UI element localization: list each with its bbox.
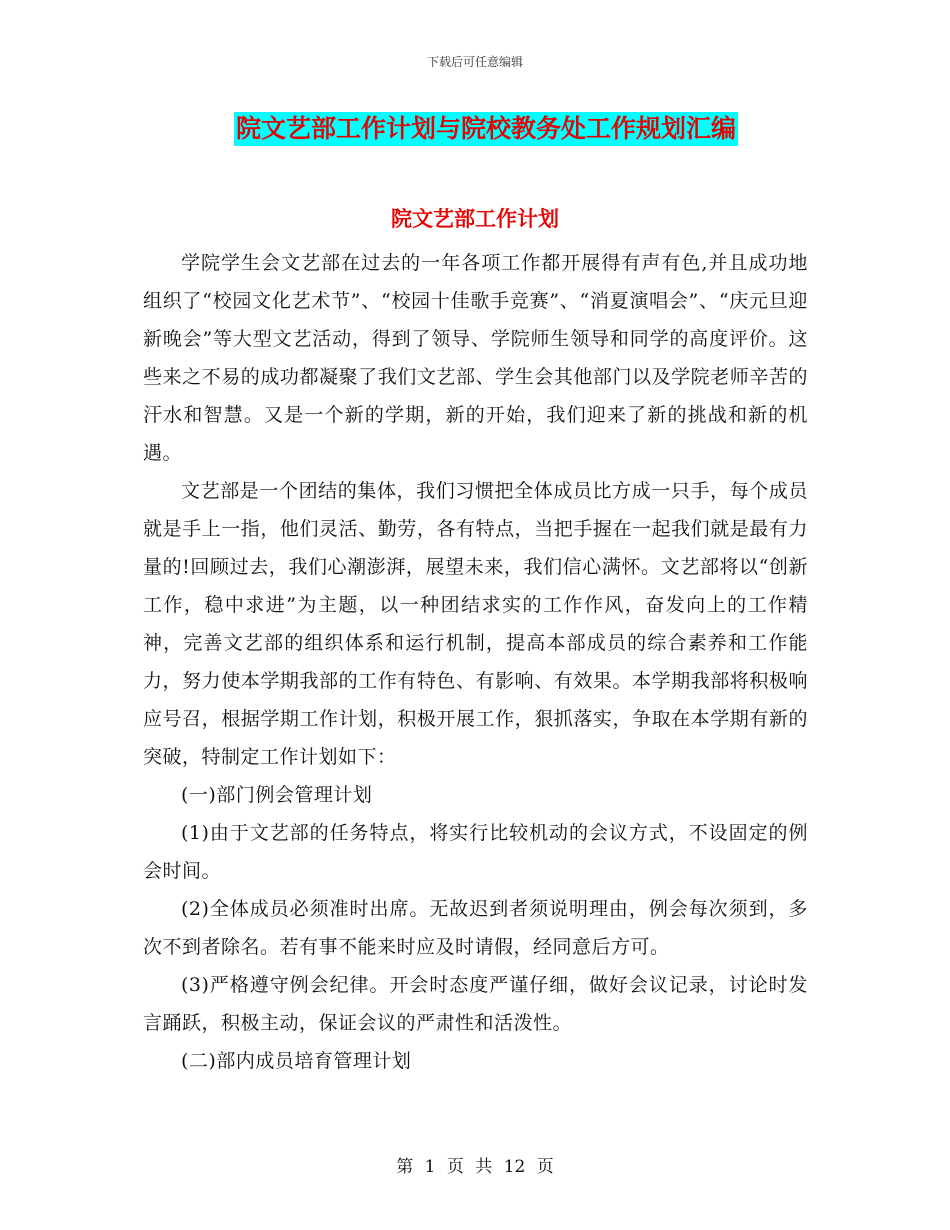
list-item: (2)全体成员必须准时出席。无故迟到者须说明理由，例会每次须到，多次不到者除名。若有事不能来时应及时请假，经同意后方可。 xyxy=(143,898,808,958)
section-title: 院文艺部工作计划 xyxy=(391,206,559,231)
list-item: (1)由于文艺部的任务特点，将实行比较机动的会议方式，不设固定的例会时间。 xyxy=(143,822,808,882)
subheading-meeting-plan: (一)部门例会管理计划 xyxy=(181,784,373,806)
paragraph: 文艺部是一个团结的集体，我们习惯把全体成员比方成一只手，每个成员就是手上一指，他们灵活、勤劳，各有特点，当把手握在一起我们就是最有力量的!回顾过去，我们心潮澎湃，展望未来，我们信心满怀。文艺部将以“创新工作，稳中求进”为主题，以一种团结求实的工作作风，奋发向上的工作精神，完善文艺部的组织体系和运行机制，提高本部成员的综合素养和工作能力，努力使本学期我部的工作有特色、有影响、有效果。本学期我部将积极响应号召，根据学期工作计划，积极开展工作，狠抓落实，争取在本学期有新的突破，特制定工作计划如下： xyxy=(143,480,808,768)
paragraph: 学院学生会文艺部在过去的一年各项工作都开展得有声有色,并且成功地组织了“校园文化艺术节”、“校园十佳歌手竞赛”、“消夏演唱会”、“庆元旦迎新晚会”等大型文艺活动，得到了领导、学院师生领导和同学的高度评价。这些来之不易的成功都凝聚了我们文艺部、学生会其他部门以及学院老师辛苦的汗水和智慧。又是一个新的学期，新的开始，我们迎来了新的挑战和新的机遇。 xyxy=(143,252,808,464)
body-text xyxy=(143,244,808,1080)
document-title: 院文艺部工作计划与院校教务处工作规划汇编 xyxy=(234,112,738,146)
page-footer: 第 1 页 共 12 页 xyxy=(396,1157,554,1177)
list-item: (3)严格遵守例会纪律。开会时态度严谨仔细，做好会议记录，讨论时发言踊跃，积极主动，保证会议的严肃性和活泼性。 xyxy=(143,974,808,1034)
subheading-member-training: (二)部内成员培育管理计划 xyxy=(181,1050,412,1072)
header-note: 下载后可任意编辑 xyxy=(426,55,523,69)
